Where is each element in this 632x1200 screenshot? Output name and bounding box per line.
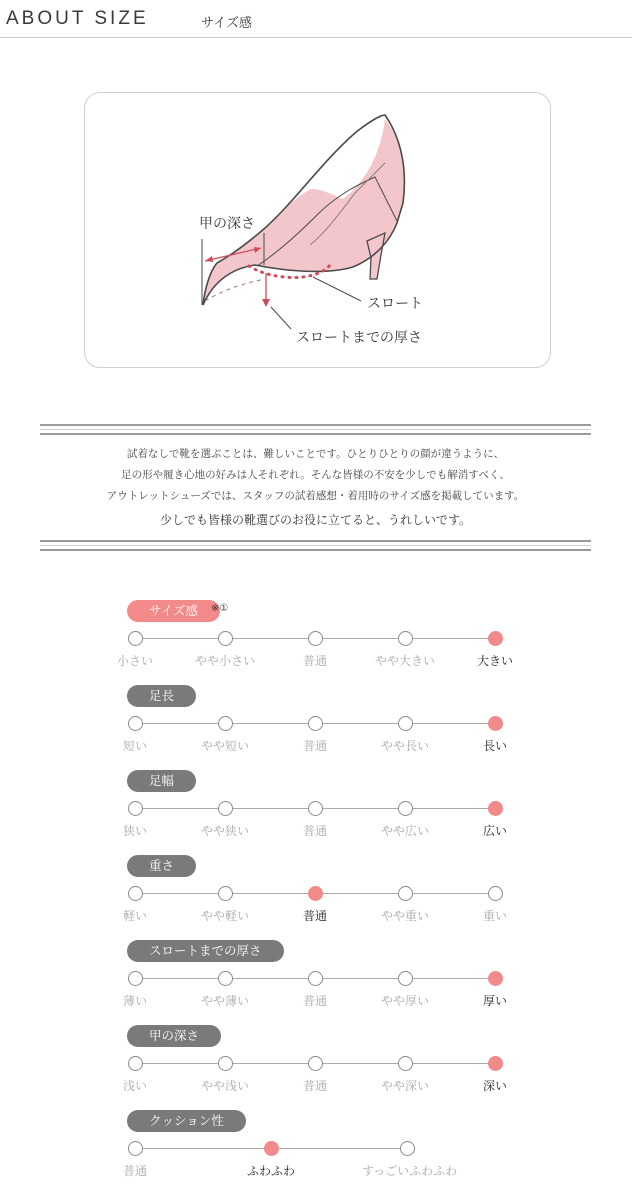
scale-option-label: 薄い [122,994,147,1008]
intro-lead: 少しでも皆様の靴選びのお役に立てると、うれしいです。 [159,513,472,527]
scale-dot [308,1056,323,1071]
intro-line: 試着なしで靴を選ぶことは、難しいことです。ひとりひとりの顔が違うように、 [126,448,505,460]
scale-dot [398,801,413,816]
page-header [0,0,632,38]
scale-dot [218,971,233,986]
scale-option-label: やや重い [380,909,429,923]
divider-top [40,424,591,435]
scale-dot [488,886,503,901]
scale-option-label: 厚い [482,994,507,1008]
scale-dot [308,971,323,986]
scale-option-label: やや長い [380,739,429,753]
scale-option-label: 普通 [302,994,327,1008]
scale-option-label: 普通 [302,824,327,838]
scale-badge: スロートまでの厚さ [127,940,284,962]
scale-badge: 甲の深さ [127,1025,221,1047]
thickness-arrowhead [262,299,270,307]
scale-option-label: 重い [482,909,507,923]
rating-scale [115,600,515,684]
scale-dot-selected [488,716,503,731]
scale-option-label: やや軽い [200,909,249,923]
scale-option-label: やや深い [380,1079,429,1093]
scale-option-label: やや狭い [200,824,249,838]
rating-scale [115,1025,515,1109]
scale-option-label: 普通 [302,1079,327,1093]
scale-option-label: 普通 [302,739,327,753]
page-title: ABOUT SIZE [6,8,149,29]
scale-option-label: 短い [122,739,147,753]
scale-badge: サイズ感 [127,600,220,622]
scale-option-label: すっごいふわふわ [362,1164,458,1178]
scale-option-label: 普通 [302,654,327,668]
page-subtitle: サイズ感 [201,16,252,31]
scale-dot [128,1141,143,1156]
scale-badge: 足長 [127,685,196,707]
scale-option-label: やや広い [380,824,429,838]
scale-dot-selected [308,886,323,901]
rating-scale [115,685,515,769]
scale-dot [128,801,143,816]
rating-scale [115,1110,515,1194]
scale-dot [128,1056,143,1071]
scale-option-label: 大きい [476,654,513,668]
scale-dot-selected [488,631,503,646]
scale-dot [218,886,233,901]
scale-option-label: 小さい [116,654,153,668]
divider-bottom [40,540,591,551]
scale-option-label: 広い [482,824,507,838]
scale-dot [218,801,233,816]
scale-dot [398,1056,413,1071]
scale-dot [128,716,143,731]
scale-option-label: やや浅い [200,1079,249,1093]
scale-option-label: やや薄い [200,994,249,1008]
scale-dot-selected [488,801,503,816]
scale-option-label: 狭い [122,824,147,838]
intro-line: アウトレットシューズでは、スタッフの試着感想・着用時のサイズ感を掲載しています。 [106,490,525,502]
intro-line: 足の形や履き心地の好みは人それぞれ。そんな皆様の不安を少しでも解消すべく、 [121,469,510,481]
rating-scale [115,770,515,854]
thickness-leader-line [271,307,291,329]
scale-option-label: 深い [482,1079,507,1093]
scale-dot [398,971,413,986]
depth-arrowhead-left [205,256,213,262]
scale-dot-selected [488,971,503,986]
scale-option-label: 普通 [302,909,327,923]
scale-option-label: やや短い [200,739,249,753]
scale-option-label: ふわふわ [246,1164,295,1178]
scale-dot [308,716,323,731]
intro-text [40,444,591,533]
scale-dot [218,631,233,646]
scale-dot-selected [488,1056,503,1071]
scale-badge: 重さ [127,855,196,877]
throat-leader-line [313,277,361,301]
scale-dot [128,971,143,986]
scale-note: ※① [211,603,229,614]
scale-badge: クッション性 [127,1110,246,1132]
scale-option-label: 軽い [122,909,147,923]
label-throat: スロート [367,296,423,312]
rating-scale [115,940,515,1024]
scale-dot [128,886,143,901]
scale-dot [308,801,323,816]
scale-option-label: やや厚い [380,994,429,1008]
scale-dot [308,631,323,646]
scale-dot [218,1056,233,1071]
scale-dot [400,1141,415,1156]
scale-option-label: やや大きい [374,654,435,668]
scale-option-label: 浅い [122,1079,147,1093]
scale-dot [128,631,143,646]
scale-option-label: やや小さい [194,654,255,668]
label-throat-thickness: スロートまでの厚さ [296,330,422,346]
scale-option-label: 長い [482,739,507,753]
label-instep-depth: 甲の深さ [199,216,255,232]
scale-option-label: 普通 [122,1164,147,1178]
scale-dot [398,716,413,731]
rating-scale [115,855,515,939]
scale-dot [218,716,233,731]
scale-dot [398,631,413,646]
shoe-diagram-panel [84,92,551,368]
scale-dot [398,886,413,901]
scale-badge: 足幅 [127,770,196,792]
scale-dot-selected [264,1141,279,1156]
